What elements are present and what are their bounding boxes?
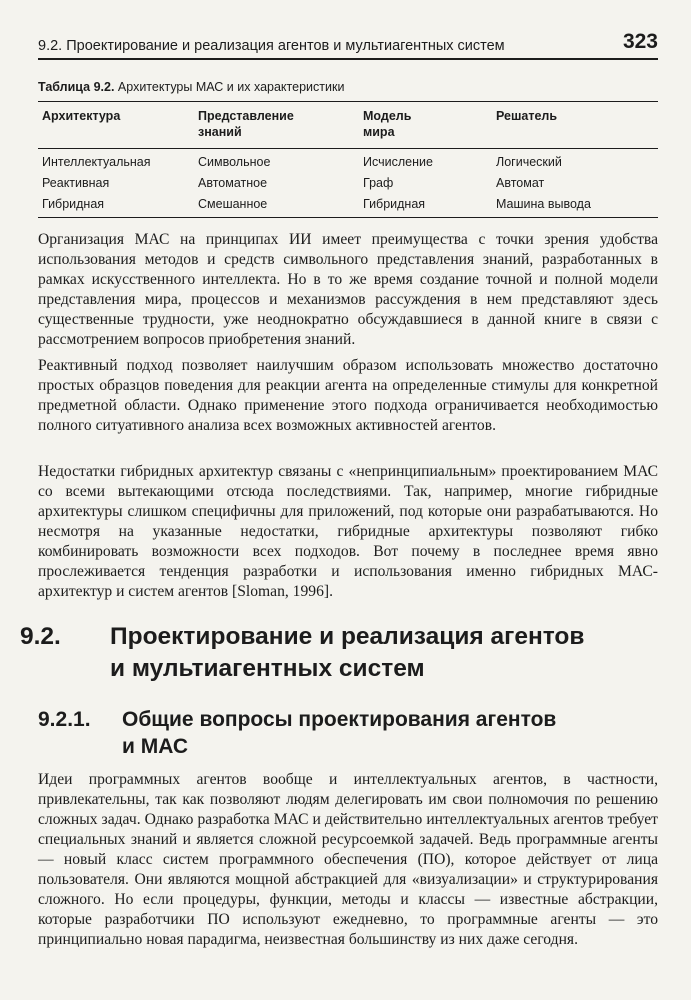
table-caption	[38, 80, 344, 94]
running-title: 9.2. Проектирование и реализация агентов и мультиагентных систем	[38, 38, 505, 54]
architectures-table	[38, 101, 658, 218]
body-paragraph: Недостатки гибридных архитектур связаны с «непринципиальным» проектированием МАС со всеми вытекающими отсюда последствиями. Так, например, многие гибридные архитектуры слишком специфичны для приложений, под которые они разрабатываются. Но несмотря на указанные недостатки, гибридные архитектуры позволяют гибко комбинировать возможности всех подходов. Вот почему в последнее время явно прослеживается тенденция разработки и использования именно гибридных МАС-архитектур и систем агентов [Sloman, 1996].	[38, 463, 658, 600]
table-header-cell: Решатель	[496, 109, 558, 123]
body-paragraph: Идеи программных агентов вообще и интеллектуальных агентов, в частности, привлекательны, так как позволяют людям делегировать им свои полномочия по решению сложных задач. Однако разработка МАС и действительно интеллектуальных агентов требует специальных знаний и является сложной ресурсоемкой задачей. Ведь программные агенты — новый класс систем программного обеспечения (ПО), которое действует от лица пользователя. Они являются мощной абстракцией для «визуализации» и структурирования сложного. Но если процедуры, функции, методы и классы — известные абстракции, которые разработчики ПО используют ежедневно, то программные агенты — это принципиально новая парадигма, неизвестная большинству из них даже сегодня.	[38, 771, 658, 948]
section-number: 9.2.	[20, 623, 61, 650]
table-cell: Автоматное	[198, 176, 268, 190]
subsection-number: 9.2.1.	[38, 708, 91, 731]
table-cell: Гибридная	[42, 197, 105, 211]
table-header-rule	[38, 148, 658, 149]
section-title-line2: и мультиагентных систем	[110, 655, 425, 682]
table-header-cell: Архитектура	[42, 109, 121, 123]
subsection-heading	[38, 706, 668, 760]
body-paragraph: Реактивный подход позволяет наилучшим образом использовать множество достаточно простых образцов поведения для реакции агента на определенные стимулы для конкретной предметной области. Однако применение этого подхода ограничивается необходимостью полного ситуативного анализа всех возможных активностей агентов.	[38, 357, 658, 434]
body-paragraph: Организация МАС на принципах ИИ имеет преимущества с точки зрения удобства использования методов и средств символьного представления знаний, разработанных в рамках искусственного интеллекта. Но в то же время создание точной и полной модели представления мира, процессов и механизмов рассуждения в нем представляют здесь существенные трудности, уже неоднократно обсуждавшиеся в данной книге в связи с рассмотрением вопросов приобретения знаний.	[38, 231, 658, 348]
table-header-cell: Представление знаний	[198, 109, 294, 139]
table-cell: Интеллектуальная	[42, 155, 151, 169]
table-cell: Машина вывода	[496, 197, 591, 211]
table-cell: Логический	[496, 155, 562, 169]
section-title-line1: Проектирование и реализация агентов	[110, 623, 585, 650]
running-header	[38, 26, 658, 60]
table-caption-text: Архитектуры МАС и их характеристики	[117, 80, 345, 94]
table-cell: Граф	[363, 176, 394, 190]
subsection-title-line1: Общие вопросы проектирования агентов	[122, 708, 557, 731]
table-header-cell: Модель мира	[363, 109, 412, 139]
table-cell: Реактивная	[42, 176, 110, 190]
table-cell: Автомат	[496, 176, 545, 190]
section-heading	[20, 621, 670, 685]
table-cell: Гибридная	[363, 197, 426, 211]
table-cell: Смешанное	[198, 197, 268, 211]
table-cell: Символьное	[198, 155, 271, 169]
table-caption-label: Таблица 9.2.	[38, 80, 115, 94]
table-cell: Исчисление	[363, 155, 433, 169]
page-number: 323	[622, 30, 658, 53]
subsection-title-line2: и МАС	[122, 735, 189, 758]
